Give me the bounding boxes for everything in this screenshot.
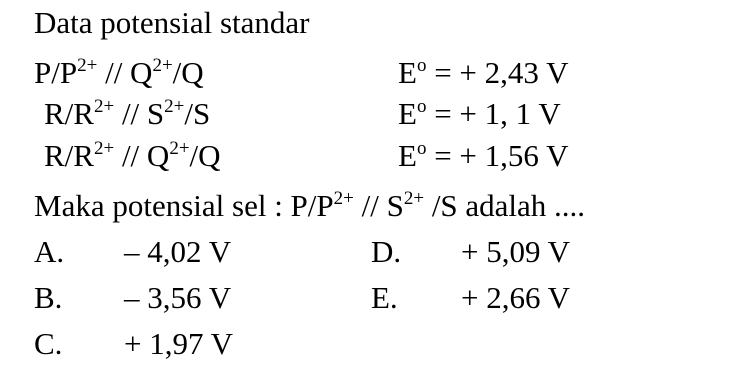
- reaction-3-e-sup: o: [416, 137, 427, 159]
- option-a-letter[interactable]: A.: [34, 234, 65, 269]
- reaction-1-charge-b: 2+: [152, 54, 173, 76]
- option-b-value[interactable]: – 3,56 V: [124, 280, 232, 315]
- reaction-3-e-label: E: [398, 138, 417, 173]
- reaction-2-cell-notation: [44, 95, 211, 131]
- reaction-2-e-label: E: [398, 96, 417, 131]
- question-mid: // S: [353, 188, 404, 223]
- reaction-3-charge-b: 2+: [169, 137, 190, 159]
- reaction-2-part-c: /S: [184, 96, 211, 131]
- question-prefix: Maka potensial sel : P/P: [34, 188, 334, 223]
- option-a-value[interactable]: – 4,02 V: [124, 234, 232, 269]
- option-c-letter[interactable]: C.: [34, 326, 63, 361]
- reaction-2-part-b: // S: [114, 96, 165, 131]
- reaction-3-potential: [398, 137, 569, 173]
- reaction-2-e-sup: o: [416, 95, 427, 117]
- reaction-2-charge-a: 2+: [93, 95, 115, 117]
- reaction-2-potential: [398, 95, 561, 131]
- reaction-2-part-a: R/R: [44, 96, 94, 131]
- option-d-letter[interactable]: D.: [371, 234, 402, 269]
- question-suffix: /S adalah ....: [424, 188, 586, 223]
- reaction-1-part-b: // Q: [97, 55, 153, 90]
- option-e-letter[interactable]: E.: [371, 280, 398, 315]
- option-c-value[interactable]: + 1,97 V: [124, 326, 234, 361]
- reaction-2-e-value: = + 1, 1 V: [426, 96, 561, 131]
- reaction-1-cell-notation: [34, 54, 204, 90]
- reaction-1-potential: [398, 54, 569, 90]
- problem-title: Data potensial standar: [34, 5, 310, 40]
- reaction-3-charge-a: 2+: [93, 137, 115, 159]
- option-b-letter[interactable]: B.: [34, 280, 63, 315]
- option-e-value[interactable]: + 2,66 V: [461, 280, 571, 315]
- reaction-1-part-a: P/P: [34, 55, 78, 90]
- option-d-value[interactable]: + 5,09 V: [461, 234, 571, 269]
- reaction-1-part-c: /Q: [172, 55, 204, 90]
- reaction-3-part-a: R/R: [44, 138, 94, 173]
- reaction-3-cell-notation: [44, 137, 221, 173]
- reaction-1-e-value: = + 2,43 V: [426, 55, 569, 90]
- question-text: [34, 187, 586, 223]
- reaction-3-part-c: /Q: [189, 138, 221, 173]
- reaction-1-e-sup: o: [416, 54, 427, 76]
- question-charge-a: 2+: [333, 187, 354, 209]
- reaction-2-charge-b: 2+: [164, 95, 185, 117]
- reaction-1-charge-a: 2+: [77, 54, 98, 76]
- reaction-1-e-label: E: [398, 55, 417, 90]
- reaction-3-part-b: // Q: [114, 138, 170, 173]
- reaction-3-e-value: = + 1,56 V: [426, 138, 569, 173]
- question-charge-b: 2+: [403, 187, 425, 209]
